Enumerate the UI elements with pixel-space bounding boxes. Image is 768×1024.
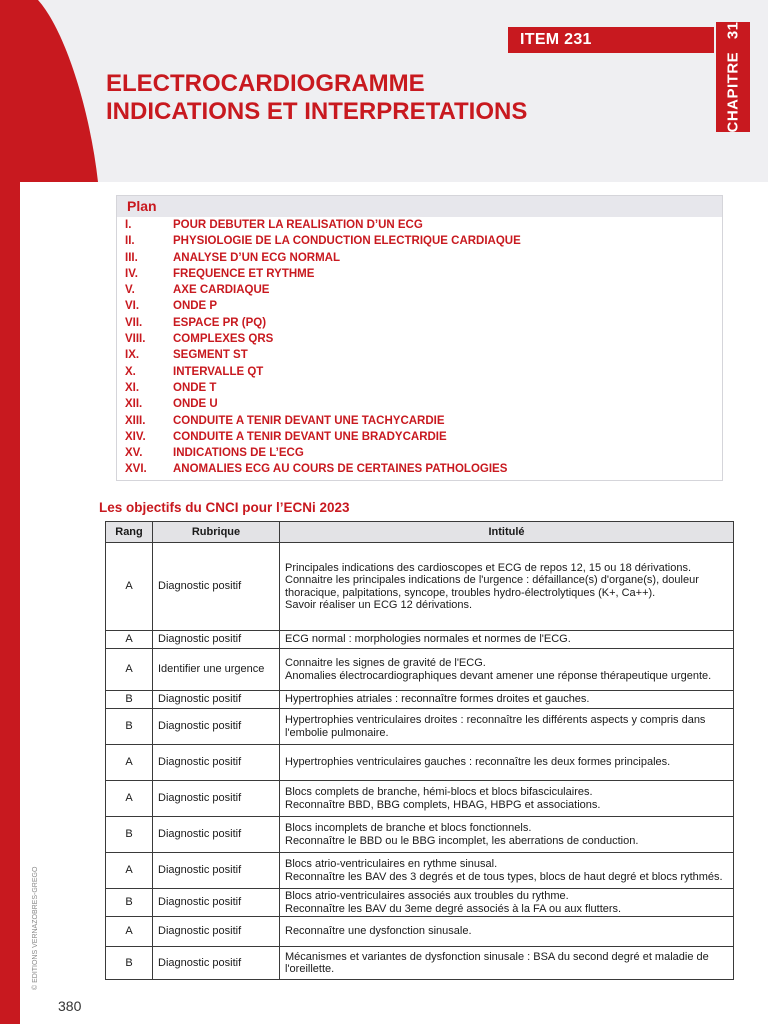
plan-item-number: III.: [125, 251, 138, 264]
table-cell-intitule-line: ECG normal : morphologies normales et normes de l'ECG.: [285, 633, 571, 646]
table-cell-rang: [106, 691, 153, 709]
table-cell-intitule: [280, 781, 734, 817]
table-cell-rang-line: B: [125, 956, 133, 969]
title-line-2: INDICATIONS ET INTERPRETATIONS: [106, 98, 528, 125]
table-cell-intitule-line: Reconnaître une dysfonction sinusale.: [285, 925, 472, 938]
table-cell-rubrique: [153, 709, 280, 745]
plan-item-number: XVI.: [125, 463, 147, 476]
table-cell-rubrique-line: Diagnostic positif: [158, 580, 242, 593]
plan-box: [116, 195, 723, 481]
table-cell-rubrique-line: Diagnostic positif: [158, 956, 242, 969]
table-cell-intitule: [280, 917, 734, 947]
plan-item: [125, 398, 722, 414]
table-cell-rang: [106, 817, 153, 853]
plan-item-number: II.: [125, 235, 135, 248]
left-red-band: [0, 0, 20, 1024]
table-cell-rang: [106, 649, 153, 691]
plan-item-label: SEGMENT ST: [173, 349, 248, 362]
objectives-table: [105, 521, 734, 980]
column-header-intitule: Intitulé: [280, 522, 734, 543]
table-cell-intitule: [280, 631, 734, 649]
plan-item-number: XV.: [125, 447, 143, 460]
table-cell-rubrique-line: Diagnostic positif: [158, 864, 242, 877]
plan-item-number: XII.: [125, 398, 143, 411]
table-cell-rubrique-line: Diagnostic positif: [158, 925, 242, 938]
column-header-rang: Rang: [106, 522, 153, 543]
table-cell-intitule: [280, 745, 734, 781]
table-cell-rang: [106, 745, 153, 781]
page-number: 380: [58, 998, 82, 1014]
plan-item-label: ESPACE PR (PQ): [173, 316, 267, 329]
plan-item: [125, 333, 722, 349]
plan-item-label: ONDE U: [173, 398, 218, 411]
plan-item: [125, 268, 722, 284]
table-row: [106, 649, 734, 691]
table-cell-intitule-line: Blocs atrio-ventriculaires en rythme sinusal.: [285, 858, 498, 870]
table-cell-intitule-line: Reconnaître le BBD ou le BBG incomplet, les aberrations de conduction.: [285, 834, 639, 847]
plan-item: [125, 317, 722, 333]
table-cell-rang-line: A: [125, 792, 133, 805]
objectives-title: Les objectifs du CNCI pour l’ECNi 2023: [99, 500, 350, 515]
table-cell-intitule-line: Connaitre les principales indications de l'urgence : défaillance(s) d'organe(s), douleur thoracique, palpitations, syncope, troubles hydro-électrolytiques (K+, Ca++).: [285, 574, 699, 599]
table-cell-intitule-line: Principales indications des cardioscopes et ECG de repos 12, 15 ou 18 dérivations.: [285, 561, 692, 574]
table-cell-rang-line: A: [125, 756, 133, 769]
plan-item-label: ONDE T: [173, 381, 217, 394]
title-line-1: ELECTROCARDIOGRAMME: [106, 70, 425, 97]
table-cell-rang: [106, 917, 153, 947]
table-cell-intitule-line: Savoir réaliser un ECG 12 dérivations.: [285, 599, 473, 611]
plan-item: [125, 235, 722, 251]
table-cell-intitule-line: Blocs incomplets de branche et blocs fonctionnels.: [285, 822, 532, 834]
table-cell-rubrique: [153, 745, 280, 781]
plan-item-number: IV.: [125, 267, 139, 280]
plan-item-number: I.: [125, 219, 132, 231]
table-cell-rubrique: [153, 691, 280, 709]
plan-item: [125, 300, 722, 316]
plan-item-number: V.: [125, 284, 135, 297]
plan-item-label: FREQUENCE ET RYTHME: [173, 267, 315, 280]
table-cell-rubrique-line: Diagnostic positif: [158, 828, 242, 841]
plan-item: [125, 447, 722, 463]
plan-item-label: COMPLEXES QRS: [173, 333, 274, 346]
copyright-notice: © EDITIONS VERNAZOBRES-GREGO: [32, 866, 39, 990]
plan-item-number: VIII.: [125, 333, 146, 346]
table-cell-intitule: [280, 817, 734, 853]
table-cell-rubrique: [153, 917, 280, 947]
plan-item: [125, 382, 722, 398]
table-cell-rubrique: [153, 947, 280, 980]
table-cell-rang: [106, 781, 153, 817]
table-cell-rubrique-line: Diagnostic positif: [158, 756, 242, 769]
table-cell-intitule-line: Mécanismes et variantes de dysfonction sinusale : BSA du second degré et maladie de l'oreillette.: [285, 950, 709, 975]
table-cell-intitule-line: Blocs complets de branche, hémi-blocs et blocs bifasciculaires.: [285, 786, 593, 798]
table-cell-intitule-line: Anomalies électrocardiographiques devant amener une réponse thérapeutique urgente.: [285, 669, 712, 682]
chapter-label: CHAPITRE: [724, 51, 742, 133]
plan-item: [125, 219, 722, 235]
table-cell-intitule-line: Connaitre les signes de gravité de l'ECG.: [285, 657, 486, 669]
table-row: [106, 745, 734, 781]
table-row: [106, 781, 734, 817]
plan-item: [125, 349, 722, 365]
plan-item: [125, 366, 722, 382]
table-row: [106, 853, 734, 889]
plan-item-label: ANOMALIES ECG AU COURS DE CERTAINES PATHOLOGIES: [173, 463, 508, 476]
table-row: [106, 817, 734, 853]
table-cell-rang: [106, 947, 153, 980]
plan-item-number: VI.: [125, 300, 140, 313]
table-cell-rubrique: [153, 781, 280, 817]
table-cell-intitule-line: Hypertrophies ventriculaires droites : reconnaître les différents aspects y compris dans l'embolie pulmonaire.: [285, 714, 706, 739]
plan-item-label: INTERVALLE QT: [173, 365, 264, 378]
plan-item: [125, 431, 722, 447]
table-cell-rang: [106, 853, 153, 889]
table-cell-rubrique-line: Diagnostic positif: [158, 720, 242, 733]
table-cell-rubrique: [153, 631, 280, 649]
table-cell-intitule: [280, 947, 734, 980]
table-cell-rang-line: A: [125, 580, 133, 593]
table-row: [106, 631, 734, 649]
table-cell-rubrique: [153, 817, 280, 853]
table-cell-intitule-line: Reconnaître les BAV des 3 degrés et de tous types, blocs de haut degré et blocs rythmés.: [285, 870, 723, 883]
table-row: [106, 709, 734, 745]
table-cell-rubrique-line: Diagnostic positif: [158, 693, 242, 706]
table-cell-intitule: [280, 543, 734, 631]
plan-item-number: XIII.: [125, 414, 146, 427]
table-cell-rang-line: B: [125, 720, 133, 733]
table-cell-rubrique-line: Identifier une urgence: [158, 663, 265, 676]
table-cell-rang-line: A: [125, 925, 133, 938]
plan-item-label: INDICATIONS DE L’ECG: [173, 447, 304, 460]
table-cell-rubrique: [153, 543, 280, 631]
plan-item-number: VII.: [125, 316, 143, 329]
table-row: [106, 691, 734, 709]
table-cell-intitule: [280, 889, 734, 917]
table-cell-intitule-line: Blocs atrio-ventriculaires associés aux troubles du rythme.: [285, 890, 569, 902]
table-cell-rang-line: B: [125, 693, 133, 706]
table-row: [106, 543, 734, 631]
table-cell-intitule: [280, 691, 734, 709]
column-header-rubrique: Rubrique: [153, 522, 280, 543]
plan-item-label: POUR DEBUTER LA REALISATION D’UN ECG: [173, 219, 423, 231]
plan-item-label: AXE CARDIAQUE: [173, 284, 270, 297]
plan-item: [125, 463, 722, 479]
plan-item-label: ONDE P: [173, 300, 218, 313]
table-cell-intitule: [280, 649, 734, 691]
plan-item-label: CONDUITE A TENIR DEVANT UNE TACHYCARDIE: [173, 414, 445, 427]
plan-item-label: CONDUITE A TENIR DEVANT UNE BRADYCARDIE: [173, 430, 447, 443]
table-cell-rang-line: B: [125, 896, 133, 909]
table-cell-rubrique: [153, 649, 280, 691]
table-row: [106, 917, 734, 947]
table-cell-intitule: [280, 709, 734, 745]
table-cell-intitule: [280, 853, 734, 889]
plan-item-number: X.: [125, 365, 136, 378]
table-cell-rubrique: [153, 853, 280, 889]
table-cell-intitule-line: Hypertrophies atriales : reconnaître formes droites et gauches.: [285, 693, 590, 706]
table-cell-intitule-line: Reconnaître les BAV du 3eme degré associés à la FA ou aux flutters.: [285, 902, 622, 915]
table-row: [106, 947, 734, 980]
table-cell-rang-line: B: [125, 828, 133, 841]
table-cell-rang-line: A: [125, 633, 133, 646]
plan-item-number: XI.: [125, 381, 140, 394]
table-cell-rubrique-line: Diagnostic positif: [158, 792, 242, 805]
table-row: [106, 889, 734, 917]
table-cell-rang: [106, 543, 153, 631]
table-cell-rang: [106, 709, 153, 745]
plan-heading: Plan: [117, 196, 722, 217]
chapter-tab: [716, 22, 750, 132]
table-cell-rubrique-line: Diagnostic positif: [158, 633, 242, 646]
table-cell-rang: [106, 631, 153, 649]
header-red-curve: [20, 0, 98, 182]
table-header-row: [106, 522, 734, 543]
page-title: [106, 70, 527, 126]
table-cell-rang-line: A: [125, 663, 133, 676]
chapter-number: 31: [724, 21, 742, 40]
item-label: ITEM 231: [508, 27, 714, 53]
table-cell-intitule-line: Hypertrophies ventriculaires gauches : reconnaître les deux formes principales.: [285, 756, 671, 769]
table-cell-intitule-line: Reconnaître BBD, BBG complets, HBAG, HBPG et associations.: [285, 798, 601, 811]
plan-item: [125, 284, 722, 300]
plan-item-number: XIV.: [125, 430, 146, 443]
table-cell-rang-line: A: [125, 864, 133, 877]
table-cell-rang: [106, 889, 153, 917]
table-cell-rubrique-line: Diagnostic positif: [158, 896, 242, 909]
plan-item: [125, 415, 722, 431]
plan-list: [117, 217, 722, 480]
plan-item-label: ANALYSE D’UN ECG NORMAL: [173, 251, 340, 264]
plan-item-label: PHYSIOLOGIE DE LA CONDUCTION ELECTRIQUE CARDIAQUE: [173, 235, 521, 248]
table-cell-rubrique: [153, 889, 280, 917]
plan-item: [125, 252, 722, 268]
plan-item-number: IX.: [125, 349, 140, 362]
